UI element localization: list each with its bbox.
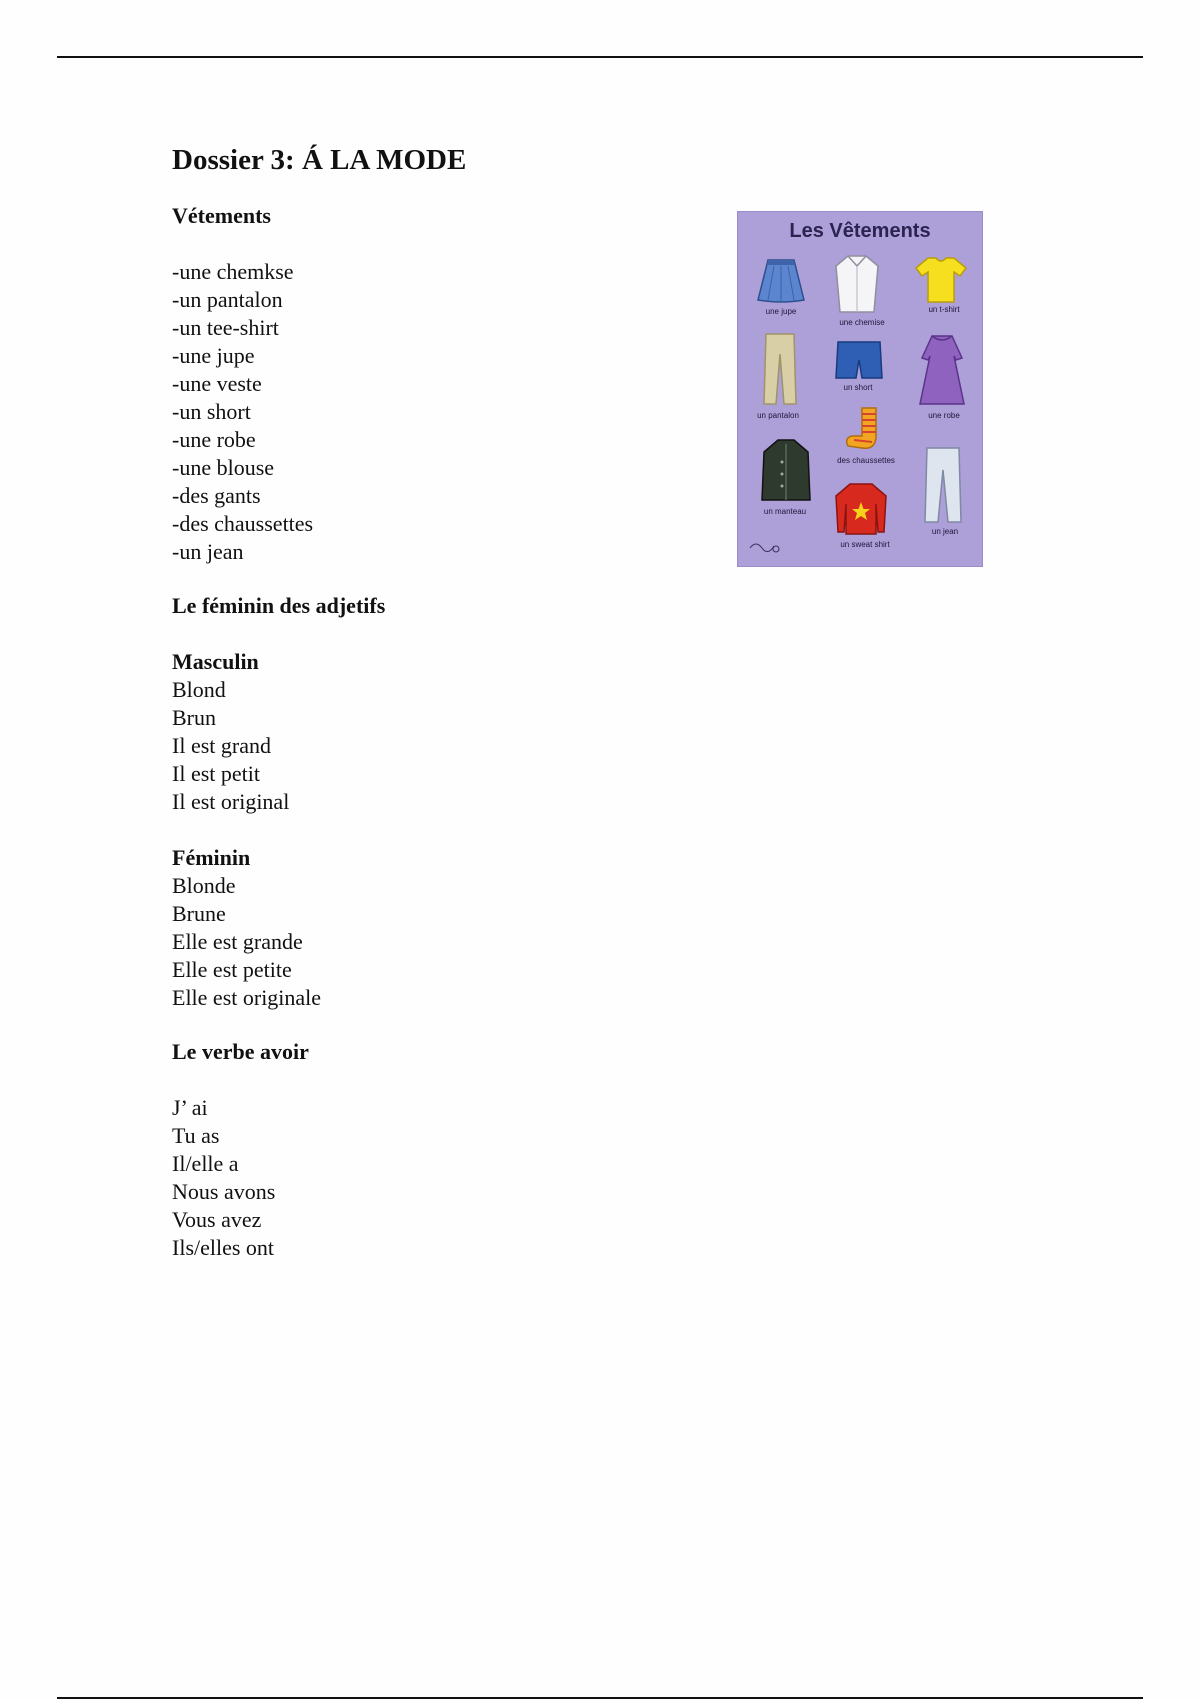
list-item: -une veste xyxy=(172,371,262,396)
list-item: Brune xyxy=(172,901,226,926)
socks-icon xyxy=(842,406,886,452)
list-item: -un tee-shirt xyxy=(172,315,279,340)
top-rule xyxy=(57,56,1143,58)
list-item: Blonde xyxy=(172,873,236,898)
list-item: Blond xyxy=(172,677,226,702)
list-item: Il est grand xyxy=(172,733,271,758)
label-short: un short xyxy=(843,383,873,392)
feminin-list xyxy=(172,872,732,1012)
list-item: Vous avez xyxy=(172,1207,262,1232)
vetements-heading: Vétements xyxy=(172,203,271,228)
pants-icon xyxy=(760,332,800,408)
list-item: -une jupe xyxy=(172,343,255,368)
list-item: Brun xyxy=(172,705,216,730)
list-item: Il est petit xyxy=(172,761,260,786)
list-item: -des chaussettes xyxy=(172,511,314,536)
label-manteau: un manteau xyxy=(763,507,807,516)
list-item: -un short xyxy=(172,399,251,424)
feminin-heading: Féminin xyxy=(172,845,251,870)
bottom-rule xyxy=(57,1697,1143,1699)
label-chaussettes: des chaussettes xyxy=(837,456,895,465)
avoir-list xyxy=(172,1094,732,1262)
dress-icon xyxy=(914,332,970,408)
skirt-icon xyxy=(754,256,808,304)
sweatshirt-icon xyxy=(832,480,890,538)
label-sweat: un sweat shirt xyxy=(840,540,890,549)
list-item: Elle est petite xyxy=(172,957,292,982)
jeans-icon xyxy=(922,446,964,526)
tshirt-icon xyxy=(914,254,968,306)
list-item: Il/elle a xyxy=(172,1151,239,1176)
list-item: -une chemkse xyxy=(172,259,294,284)
publisher-logo xyxy=(748,538,782,554)
label-chemise: une chemise xyxy=(839,318,885,327)
list-item: Elle est grande xyxy=(172,929,303,954)
label-pantalon: un pantalon xyxy=(757,411,799,420)
list-item: -une robe xyxy=(172,427,256,452)
label-jean: un jean xyxy=(931,527,959,536)
label-jupe: une jupe xyxy=(765,307,797,316)
list-item: Il est original xyxy=(172,789,290,814)
masculin-heading: Masculin xyxy=(172,649,259,674)
label-tshirt: un t-shirt xyxy=(928,305,960,314)
shirt-icon xyxy=(832,252,882,316)
list-item: Nous avons xyxy=(172,1179,276,1204)
document-body xyxy=(172,140,732,1262)
coat-icon xyxy=(760,438,812,504)
adjectifs-heading: Le féminin des adjetifs xyxy=(172,593,386,618)
list-item: -un jean xyxy=(172,539,244,564)
list-item: -une blouse xyxy=(172,455,275,480)
list-item: J’ ai xyxy=(172,1095,208,1120)
masculin-list xyxy=(172,676,732,816)
label-robe: une robe xyxy=(928,411,960,420)
list-item: Ils/elles ont xyxy=(172,1235,275,1260)
list-item: Elle est originale xyxy=(172,985,322,1010)
list-item: Tu as xyxy=(172,1123,220,1148)
shorts-icon xyxy=(834,340,884,382)
list-item: -un pantalon xyxy=(172,287,283,312)
vetements-list xyxy=(172,258,732,566)
page-title: Dossier 3: Á LA MODE xyxy=(172,144,467,176)
list-item: -des gants xyxy=(172,483,261,508)
poster-title: Les Vêtements xyxy=(789,220,931,242)
avoir-heading: Le verbe avoir xyxy=(172,1039,309,1064)
vetements-poster xyxy=(737,211,983,567)
